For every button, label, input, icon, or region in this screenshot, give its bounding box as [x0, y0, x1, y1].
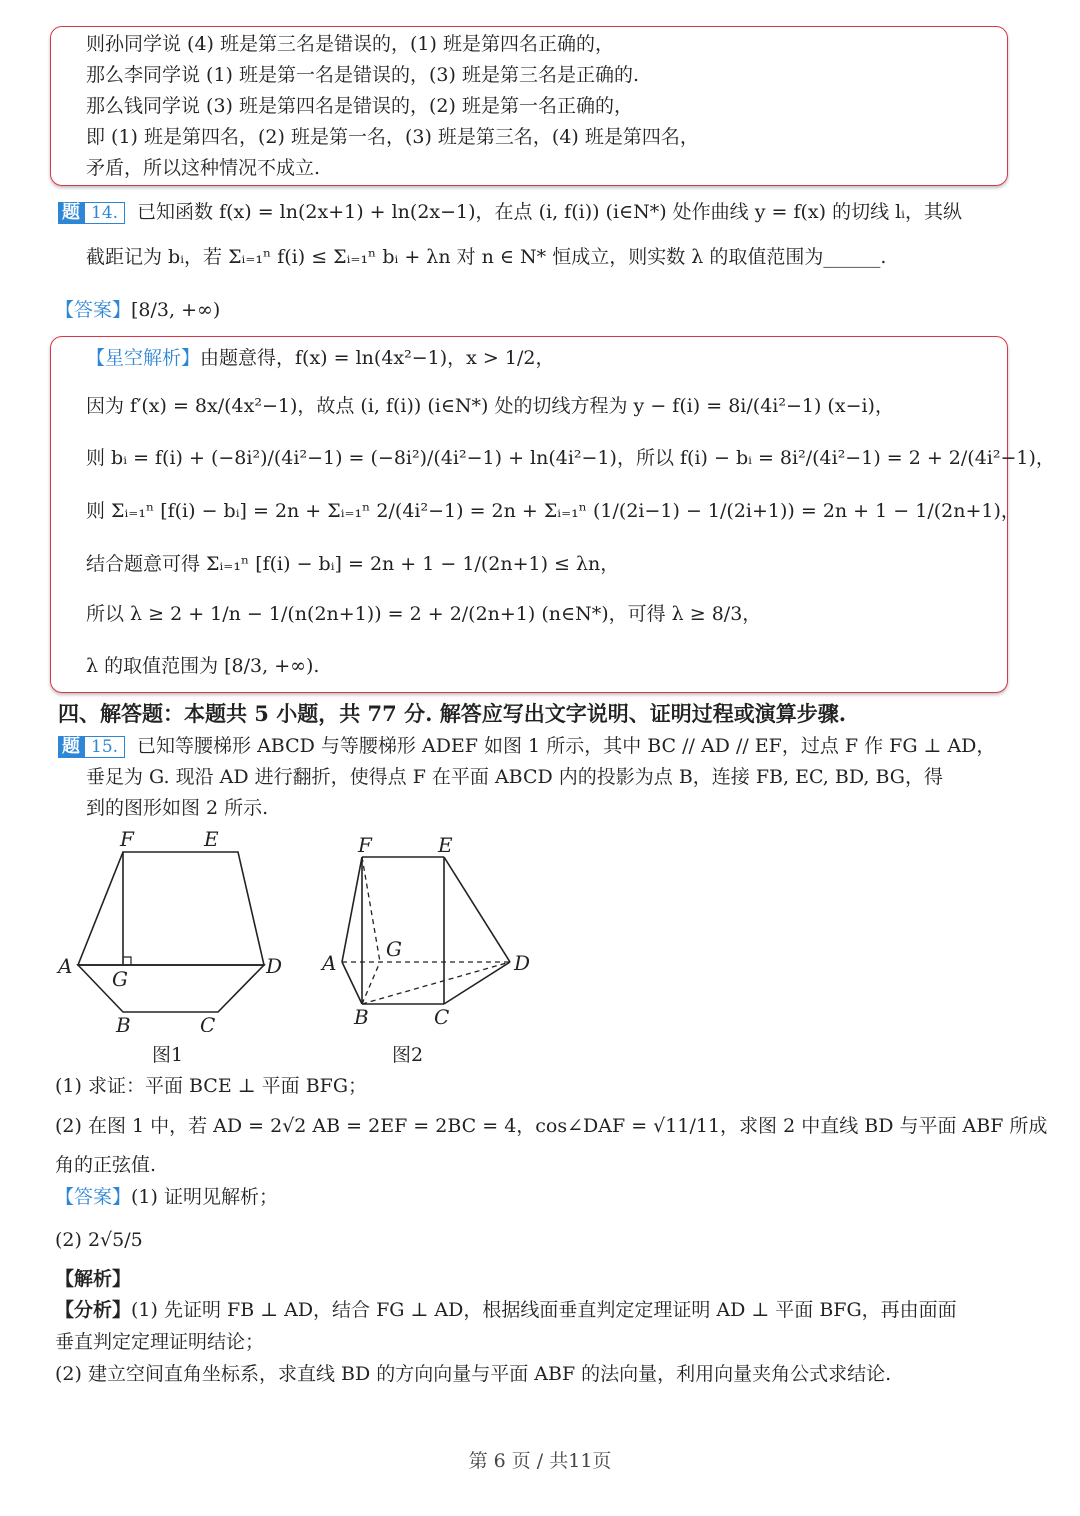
q15-text-1: 已知等腰梯形 ABCD 与等腰梯形 ADEF 如图 1 所示，其中 BC // AD // EF，过点 F 作 FG ⊥ AD， [137, 735, 996, 757]
q15-part-1: (1) 求证：平面 BCE ⊥ 平面 BFG； [55, 1075, 368, 1097]
label-a: A [58, 954, 73, 978]
segment-bg-hidden [362, 962, 380, 1004]
q14-line-1 [58, 198, 962, 226]
q15-fenxi-1 [55, 1296, 957, 1324]
q15-analysis-label: 【解析】 [55, 1268, 132, 1290]
box1-line-2: 那么李同学说 (1) 班是第一名是错误的，(3) 班是第三名是正确的. [86, 64, 639, 86]
box2-line-6: 所以 λ ≥ 2 + 1/n − 1/(n(2n+1)) = 2 + 2/(2n+1) (n∈N*)，可得 λ ≥ 8/3， [86, 603, 762, 625]
label-f: F [120, 827, 134, 851]
segment-fa [342, 857, 362, 962]
label-b: B [116, 1013, 131, 1032]
answer-part-1: (1) 证明见解析； [131, 1186, 278, 1208]
q15-part-2b: 角的正弦值. [55, 1154, 157, 1176]
figure-1-caption: 图1 [152, 1044, 184, 1066]
label-c: C [200, 1013, 216, 1032]
q15-fenxi-3: (2) 建立空间直角坐标系，求直线 BD 的方向向量与平面 ABF 的法向量，利用向量夹角公式求结论. [55, 1363, 892, 1385]
label-d: D [266, 954, 283, 978]
box2-line-3: 则 bᵢ = f(i) + (−8i²)/(4i²−1) = (−8i²)/(4i²−1) + ln(4i²−1)，所以 f(i) − bᵢ = 8i²/(4i²−1) = 2 + 2/(4i²−1)， [86, 447, 1055, 469]
box2-line-7: λ 的取值范围为 [8/3, +∞). [86, 655, 320, 677]
q14-text-1: 已知函数 f(x) = ln(2x+1) + ln(2x−1)，在点 (i, f(i)) (i∈N*) 处作曲线 y = f(x) 的切线 lᵢ，其纵 [137, 201, 963, 223]
label-e: E [204, 827, 219, 851]
answer-value: [8/3, +∞) [131, 299, 221, 321]
answer-label: 【答案】 [55, 1186, 132, 1208]
figure-2-folded [318, 832, 548, 1037]
label-g: G [112, 967, 128, 991]
q15-answer-2: (2) 2√5/5 [55, 1229, 143, 1251]
page-footer: 第 6 页 / 共11页 [468, 1450, 612, 1472]
label-f: F [358, 833, 372, 857]
label-d: D [514, 951, 531, 975]
box1-line-3: 那么钱同学说 (3) 班是第四名是错误的，(2) 班是第一名正确的， [86, 95, 633, 117]
box2-line-5: 结合题意可得 Σᵢ₌₁ⁿ [f(i) − bᵢ] = 2n + 1 − 1/(2n+1) ≤ λn， [86, 553, 620, 575]
box1-line-1: 则孙同学说 (4) 班是第三名是错误的，(1) 班是第四名正确的， [86, 33, 614, 55]
box2-line-4: 则 Σᵢ₌₁ⁿ [f(i) − bᵢ] = 2n + Σᵢ₌₁ⁿ 2/(4i²−1) = 2n + Σᵢ₌₁ⁿ (1/(2i−1) − 1/(2i+1)) = 2n + 1 − 1/(2n+1)， [86, 500, 1020, 522]
label-g: G [386, 937, 402, 961]
q15-line-1 [58, 732, 995, 760]
label-b: B [354, 1005, 369, 1029]
q14-line-2: 截距记为 bᵢ，若 Σᵢ₌₁ⁿ f(i) ≤ Σᵢ₌₁ⁿ bᵢ + λn 对 n ∈ N* 恒成立，则实数 λ 的取值范围为______. [86, 246, 887, 268]
q15-part-2a: (2) 在图 1 中，若 AD = 2√2 AB = 2EF = 2BC = 4，cos∠DAF = √11/11，求图 2 中直线 BD 与平面 ABF 所成 [55, 1115, 1048, 1137]
question-number: 14. [84, 202, 125, 224]
q15-answer [55, 1183, 278, 1211]
figure-1-trapezoids [50, 822, 310, 1032]
question-tag: 题 [58, 202, 84, 224]
box2-text-1: 由题意得，f(x) = ln(4x²−1)，x > 1/2， [200, 347, 555, 369]
label-a: A [322, 951, 337, 975]
q15-fenxi-2: 垂直判定定理证明结论； [55, 1331, 265, 1353]
section-heading: 四、解答题：本题共 5 小题，共 77 分. 解答应写出文字说明、证明过程或演算步骤. [58, 701, 847, 726]
segment-ab [342, 962, 362, 1004]
q15-line-3: 到的图形如图 2 所示. [86, 797, 269, 819]
segment-ed [444, 857, 510, 962]
segment-bd-hidden [362, 962, 510, 1004]
box1-line-4: 即 (1) 班是第四名，(2) 班是第一名，(3) 班是第三名，(4) 班是第四名， [86, 126, 699, 148]
q14-answer [55, 296, 220, 324]
segment-cd [444, 962, 510, 1004]
q15-line-2: 垂足为 G. 现沿 AD 进行翻折，使得点 F 在平面 ABCD 内的投影为点 B，连接 FB, EC, BD, BG，得 [86, 766, 943, 788]
answer-label: 【答案】 [55, 299, 132, 321]
figure-2-caption: 图2 [392, 1044, 424, 1066]
fenxi-label: 【分析】 [55, 1299, 132, 1321]
box2-line-2: 因为 f′(x) = 8x/(4x²−1)，故点 (i, f(i)) (i∈N*) 处的切线方程为 y − f(i) = 8i/(4i²−1) (x−i)， [86, 395, 894, 417]
analysis-label: 【星空解析】 [86, 347, 201, 369]
label-c: C [434, 1005, 450, 1029]
question-number: 15. [84, 736, 125, 758]
box1-line-5: 矛盾，所以这种情况不成立. [86, 157, 321, 179]
segment-fg-hidden [362, 857, 380, 962]
box2-line-1 [86, 344, 554, 372]
right-angle-mark [123, 957, 131, 965]
trapezoid-abcd [78, 965, 264, 1012]
fenxi-text-1: (1) 先证明 FB ⊥ AD，结合 FG ⊥ AD，根据线面垂直判定定理证明 AD ⊥ 平面 BFG，再由面面 [131, 1299, 957, 1321]
trapezoid-adef [78, 852, 264, 965]
label-e: E [438, 833, 453, 857]
question-tag: 题 [58, 736, 84, 758]
